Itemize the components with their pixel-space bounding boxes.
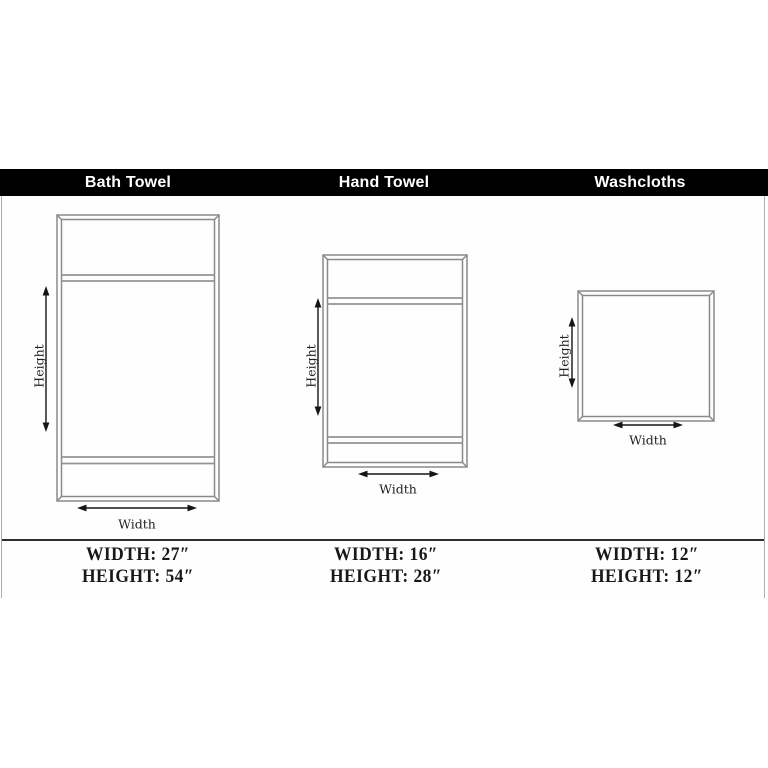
hand-towel-width-label: Width: [379, 481, 417, 497]
towel-diagrams: [0, 196, 768, 598]
bath-towel-band-bottom: [62, 457, 215, 464]
bath-towel-width-spec: WIDTH: 27″: [85, 544, 191, 565]
header-hand-towel: Hand Towel: [338, 173, 430, 191]
hand-towel-outline: [323, 255, 467, 467]
bath-towel-height-spec: HEIGHT: 54″: [81, 566, 195, 587]
hand-towel-band-top: [328, 298, 463, 304]
bath-towel-width-label: Width: [118, 516, 156, 532]
hand-towel-height-spec: HEIGHT: 28″: [329, 566, 443, 587]
bath-towel-specs: [82, 544, 194, 588]
bath-towel-band-top: [62, 275, 215, 281]
bath-towel-height-label: Height: [31, 344, 47, 388]
bath-towel-outline: [57, 215, 219, 501]
washcloth-height-label: Height: [556, 334, 572, 378]
washcloth-width-arrow: [613, 422, 683, 429]
header-washcloths: Washcloths: [594, 173, 686, 191]
spec-divider: [2, 539, 764, 541]
hand-towel-width-spec: WIDTH: 16″: [333, 544, 439, 565]
hand-towel-width-arrow: [358, 471, 439, 478]
diagram-area: [1, 196, 765, 598]
header-bar: [0, 169, 768, 196]
washcloth-specs: [591, 544, 703, 588]
washcloth-outline: [578, 291, 714, 421]
washcloth-height-spec: HEIGHT: 12″: [590, 566, 704, 587]
hand-towel-specs: [330, 544, 442, 588]
hand-towel-height-label: Height: [303, 344, 319, 388]
washcloth-width-label: Width: [629, 432, 667, 448]
washcloth-width-spec: WIDTH: 12″: [594, 544, 700, 565]
bath-towel-width-arrow: [77, 505, 197, 512]
header-bath-towel: Bath Towel: [84, 173, 172, 191]
hand-towel-band-bottom: [328, 437, 463, 443]
